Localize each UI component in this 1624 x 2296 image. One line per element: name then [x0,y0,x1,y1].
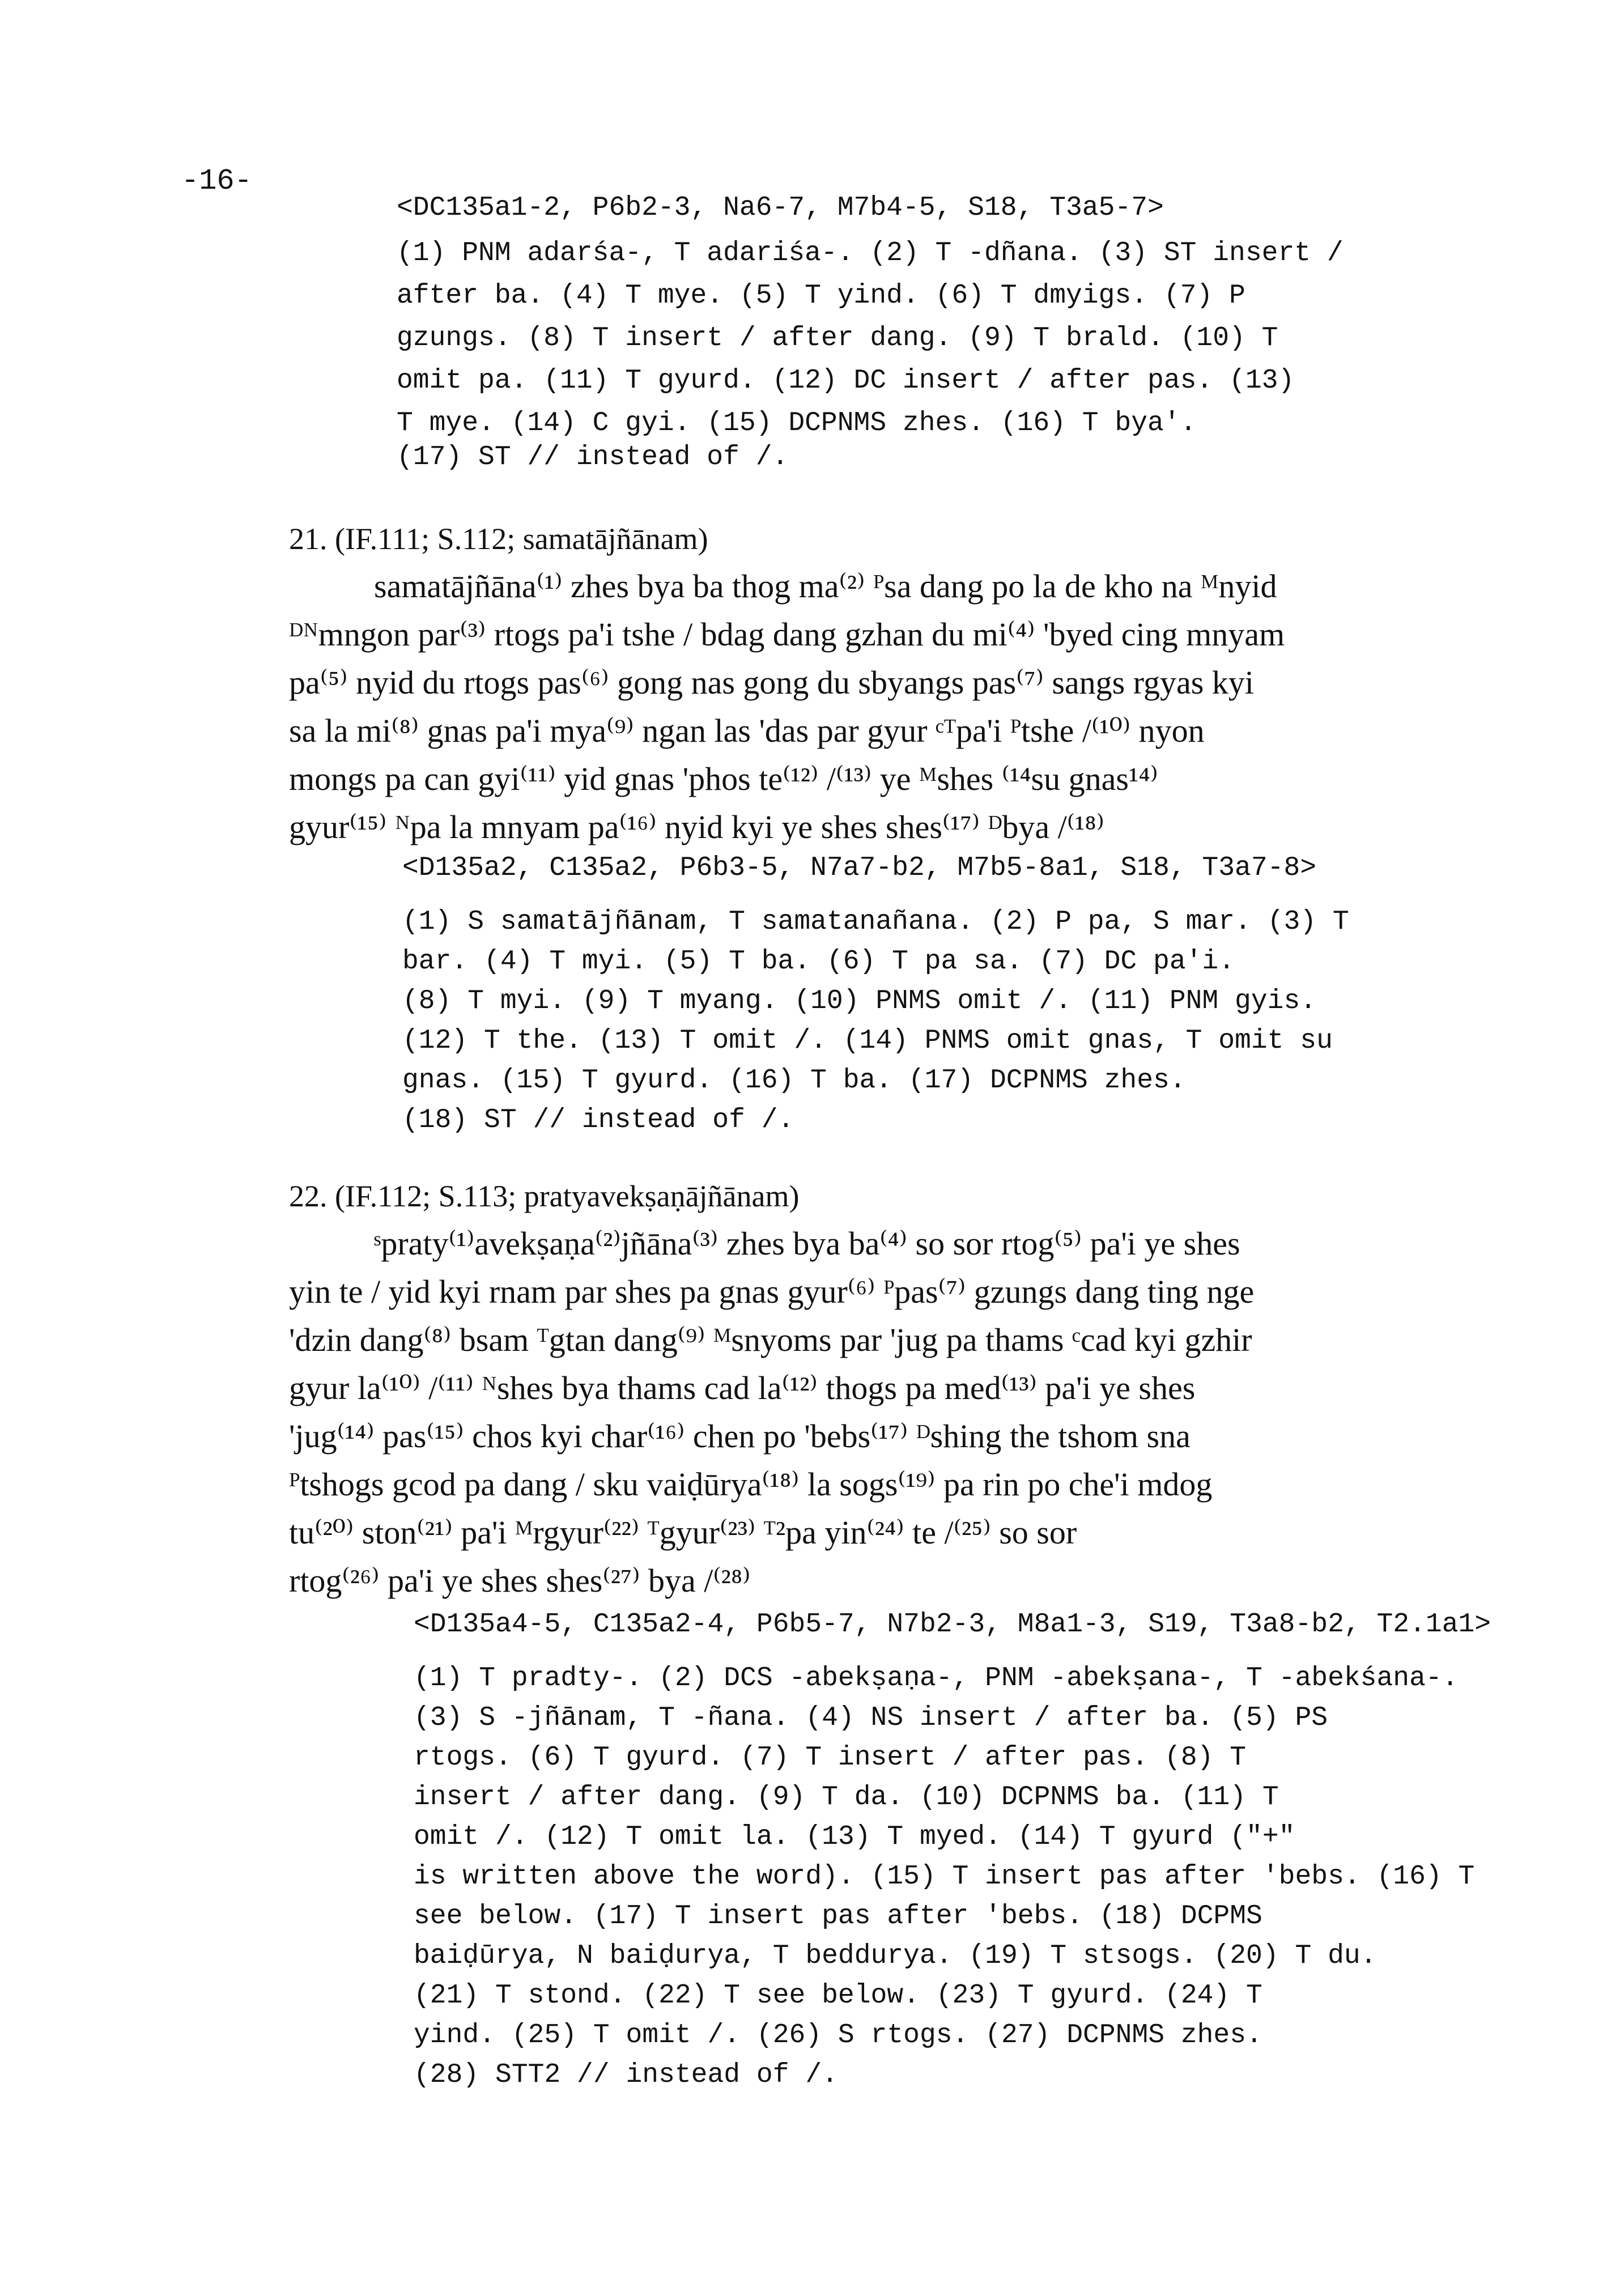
s22-note-line: (21) T stond. (22) T see below. (23) T gyurd. (24) T [414,1980,1262,2011]
s22-body-line: ˢpraty⁽¹⁾avekṣaṇa⁽²⁾jñāna⁽³⁾ zhes bya ba⁽⁴⁾ so sor rtog⁽⁵⁾ pa'i ye shes [374,1225,1240,1262]
s22-heading: 22. (IF.112; S.113; pratyavekṣaṇājñānam) [289,1179,800,1213]
s21-note-line: (12) T the. (13) T omit /. (14) PNMS omit gnas, T omit su [402,1026,1333,1056]
s22-body-line: 'jug⁽¹⁴⁾ pas⁽¹⁵⁾ chos kyi char⁽¹⁶⁾ chen po 'bebs⁽¹⁷⁾ ᴰshing the tshom sna [289,1418,1191,1455]
page-number: -16- [181,164,252,198]
s21-note-line: (18) ST // instead of /. [402,1105,794,1136]
s21-body-line: ᴰᴺmngon par⁽³⁾ rtogs pa'i tshe / bdag dang gzhan du mi⁽⁴⁾ 'byed cing mnyam [289,616,1285,653]
s22-refs: <D135a4-5, C135a2-4, P6b5-7, N7b2-3, M8a1-3, S19, T3a8-b2, T2.1a1> [414,1609,1491,1640]
s22-body-line: tu⁽²⁰⁾ ston⁽²¹⁾ pa'i ᴹrgyur⁽²²⁾ ᵀgyur⁽²³⁾ ᵀ²pa yin⁽²⁴⁾ te /⁽²⁵⁾ so sor [289,1514,1077,1551]
s21-note-line: (8) T myi. (9) T myang. (10) PNMS omit /. (11) PNM gyis. [402,986,1317,1017]
s21-heading: 21. (IF.111; S.112; samatājñānam) [289,522,708,556]
s20-note-line: T mye. (14) C gyi. (15) DCPNMS zhes. (16) T bya'. [397,408,1197,439]
s22-note-line: yind. (25) T omit /. (26) S rtogs. (27) DCPNMS zhes. [414,2020,1262,2051]
s22-note-line: rtogs. (6) T gyurd. (7) T insert / after pas. (8) T [414,1742,1247,1773]
s21-body-line: mongs pa can gyi⁽¹¹⁾ yid gnas 'phos te⁽¹²⁾ /⁽¹³⁾ ye ᴹshes ⁽¹⁴su gnas¹⁴⁾ [289,760,1158,797]
s22-body-line: yin te / yid kyi rnam par shes pa gnas gyur⁽⁶⁾ ᴾpas⁽⁷⁾ gzungs dang ting nge [289,1273,1255,1310]
s20-note-line: (17) ST // instead of /. [397,442,789,473]
s21-body-line: samatājñāna⁽¹⁾ zhes bya ba thog ma⁽²⁾ ᴾsa dang po la de kho na ᴹnyid [374,568,1277,605]
s21-note-line: bar. (4) T myi. (5) T ba. (6) T pa sa. (7) DC pa'i. [402,946,1235,977]
s22-body-line: gyur la⁽¹⁰⁾ /⁽¹¹⁾ ᴺshes bya thams cad la⁽¹²⁾ thogs pa med⁽¹³⁾ pa'i ye shes [289,1370,1196,1406]
s22-note-line: see below. (17) T insert pas after 'bebs. (18) DCPMS [414,1901,1262,1932]
s20-note-line: (1) PNM adarśa-, T adariśa-. (2) T -dñana. (3) ST insert / [397,238,1344,269]
s20-refs: <DC135a1-2, P6b2-3, Na6-7, M7b4-5, S18, T3a5-7> [397,193,1164,223]
s22-body-line: ᴾtshogs gcod pa dang / sku vaiḍūrya⁽¹⁸⁾ la sogs⁽¹⁹⁾ pa rin po che'i mdog [289,1466,1213,1503]
s22-body-line: rtog⁽²⁶⁾ pa'i ye shes shes⁽²⁷⁾ bya /⁽²⁸⁾ [289,1562,751,1599]
s20-note-line: omit pa. (11) T gyurd. (12) DC insert / after pas. (13) [397,365,1295,396]
s21-body-line: gyur⁽¹⁵⁾ ᴺpa la mnyam pa⁽¹⁶⁾ nyid kyi ye shes shes⁽¹⁷⁾ ᴰbya /⁽¹⁸⁾ [289,809,1104,845]
s22-note-line: is written above the word). (15) T insert pas after 'bebs. (16) T [414,1861,1475,1892]
s22-body-line: 'dzin dang⁽⁸⁾ bsam ᵀgtan dang⁽⁹⁾ ᴹsnyoms par 'jug pa thams ᶜcad kyi gzhir [289,1321,1252,1358]
s22-note-line: (1) T pradty-. (2) DCS -abekṣaṇa-, PNM -abekṣana-, T -abekśana-. [414,1663,1459,1694]
s21-note-line: (1) S samatājñānam, T samatanañana. (2) P pa, S mar. (3) T [402,907,1349,937]
s21-body-line: pa⁽⁵⁾ nyid du rtogs pas⁽⁶⁾ gong nas gong du sbyangs pas⁽⁷⁾ sangs rgyas kyi [289,664,1254,701]
s22-note-line: (3) S -jñānam, T -ñana. (4) NS insert / after ba. (5) PS [414,1703,1328,1733]
s20-note-line: gzungs. (8) T insert / after dang. (9) T brald. (10) T [397,323,1278,354]
s21-refs: <D135a2, C135a2, P6b3-5, N7a7-b2, M7b5-8a1, S18, T3a7-8> [402,853,1317,883]
s20-note-line: after ba. (4) T mye. (5) T yind. (6) T dmyigs. (7) P [397,280,1245,311]
s21-body-line: sa la mi⁽⁸⁾ gnas pa'i mya⁽⁹⁾ ngan las 'das par gyur ᶜᵀpa'i ᴾtshe /⁽¹⁰⁾ nyon [289,712,1205,749]
s22-note-line: insert / after dang. (9) T da. (10) DCPNMS ba. (11) T [414,1782,1279,1813]
s22-note-line: omit /. (12) T omit la. (13) T myed. (14) T gyurd ("+" [414,1822,1295,1852]
s22-note-line: baiḍūrya, N baiḍurya, T beddurya. (19) T stsogs. (20) T du. [414,1941,1377,1971]
s21-note-line: gnas. (15) T gyurd. (16) T ba. (17) DCPNMS zhes. [402,1065,1186,1096]
s22-note-line: (28) STT2 // instead of /. [414,2060,838,2090]
